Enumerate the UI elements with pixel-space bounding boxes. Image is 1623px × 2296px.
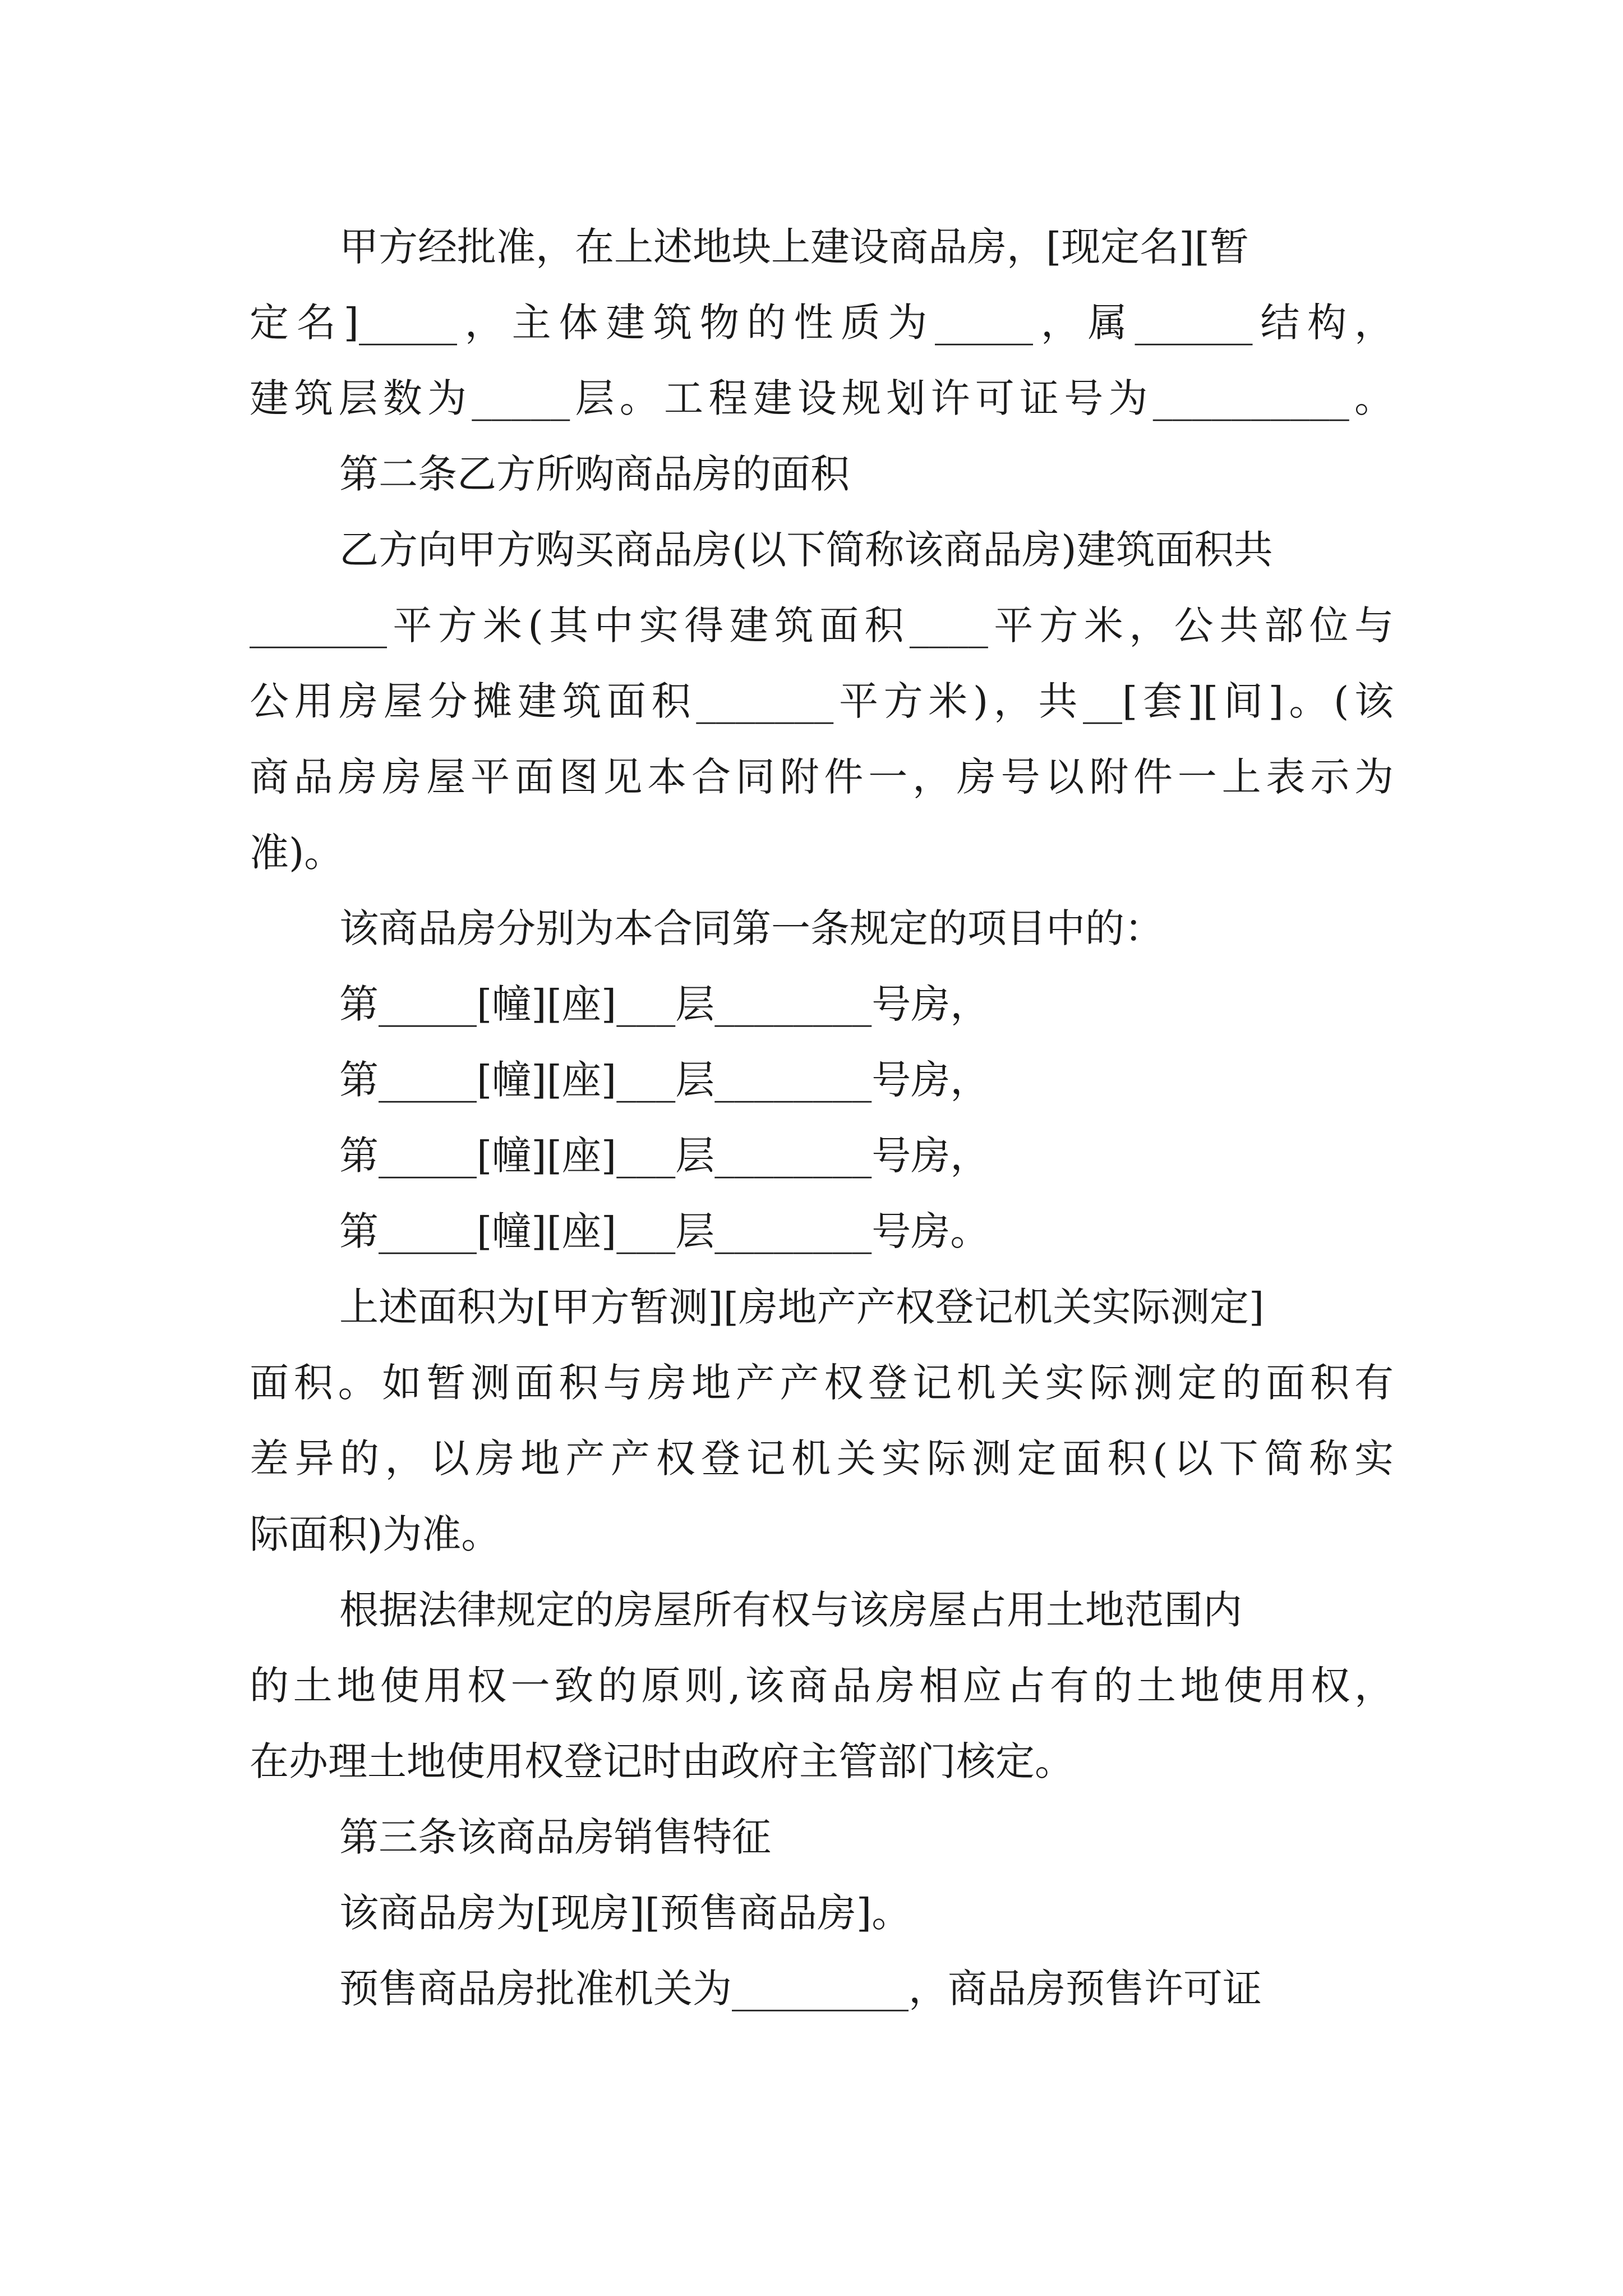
room-line: 第_____[幢][座]___层________号房， (339, 1133, 990, 1179)
text-line: 在办理土地使用权登记时由政府主管部门核定。 (250, 1738, 1074, 1784)
text-line: 预售商品房批准机关为_________，商品房预售许可证 (339, 1966, 1262, 2012)
text-line: 的土地使用权一致的原则,该商品房相应占有的土地使用权， (250, 1663, 1394, 1709)
room-line: 第_____[幢][座]___层________号房。 (339, 1208, 990, 1254)
text-line: 该商品房分别为本合同第一条规定的项目中的： (339, 905, 1164, 951)
text-line: _______平方米(其中实得建筑面积____平方米，公共部位与 (250, 602, 1394, 648)
text-line: 该商品房为[现房][预售商品房]。 (339, 1890, 911, 1936)
text-line: 商品房房屋平面图见本合同附件一，房号以附件一上表示为 (250, 754, 1394, 800)
text-line: 准)。 (250, 830, 344, 876)
text-line: 际面积)为准。 (250, 1511, 501, 1557)
text-line: 差异的，以房地产产权登记机关实际测定面积(以下简称实 (250, 1435, 1394, 1481)
text-line: 甲方经批准，在上述地块上建设商品房，[现定名][暂 (339, 224, 1249, 270)
text-line: 乙方向甲方购买商品房(以下简称该商品房)建筑面积共 (339, 527, 1273, 573)
section-heading: 第三条该商品房销售特征 (339, 1814, 771, 1860)
text-line: 根据法律规定的房屋所有权与该房屋占用土地范围内 (339, 1587, 1242, 1633)
room-line: 第_____[幢][座]___层________号房， (339, 981, 990, 1027)
text-line: 公用房屋分摊建筑面积_______平方米)，共__[套][间]。(该 (250, 678, 1394, 724)
text-line: 面积。如暂测面积与房地产产权登记机关实际测定的面积有 (250, 1360, 1394, 1406)
text-line: 上述面积为[甲方暂测][房地产产权登记机关实际测定] (339, 1284, 1265, 1330)
room-line: 第_____[幢][座]___层________号房， (339, 1057, 990, 1103)
text-line: 建筑层数为_____层。工程建设规划许可证号为__________。 (250, 375, 1394, 421)
text-line: 定名]_____，主体建筑物的性质为_____，属______结构， (250, 300, 1394, 346)
section-heading: 第二条乙方所购商品房的面积 (339, 451, 850, 497)
